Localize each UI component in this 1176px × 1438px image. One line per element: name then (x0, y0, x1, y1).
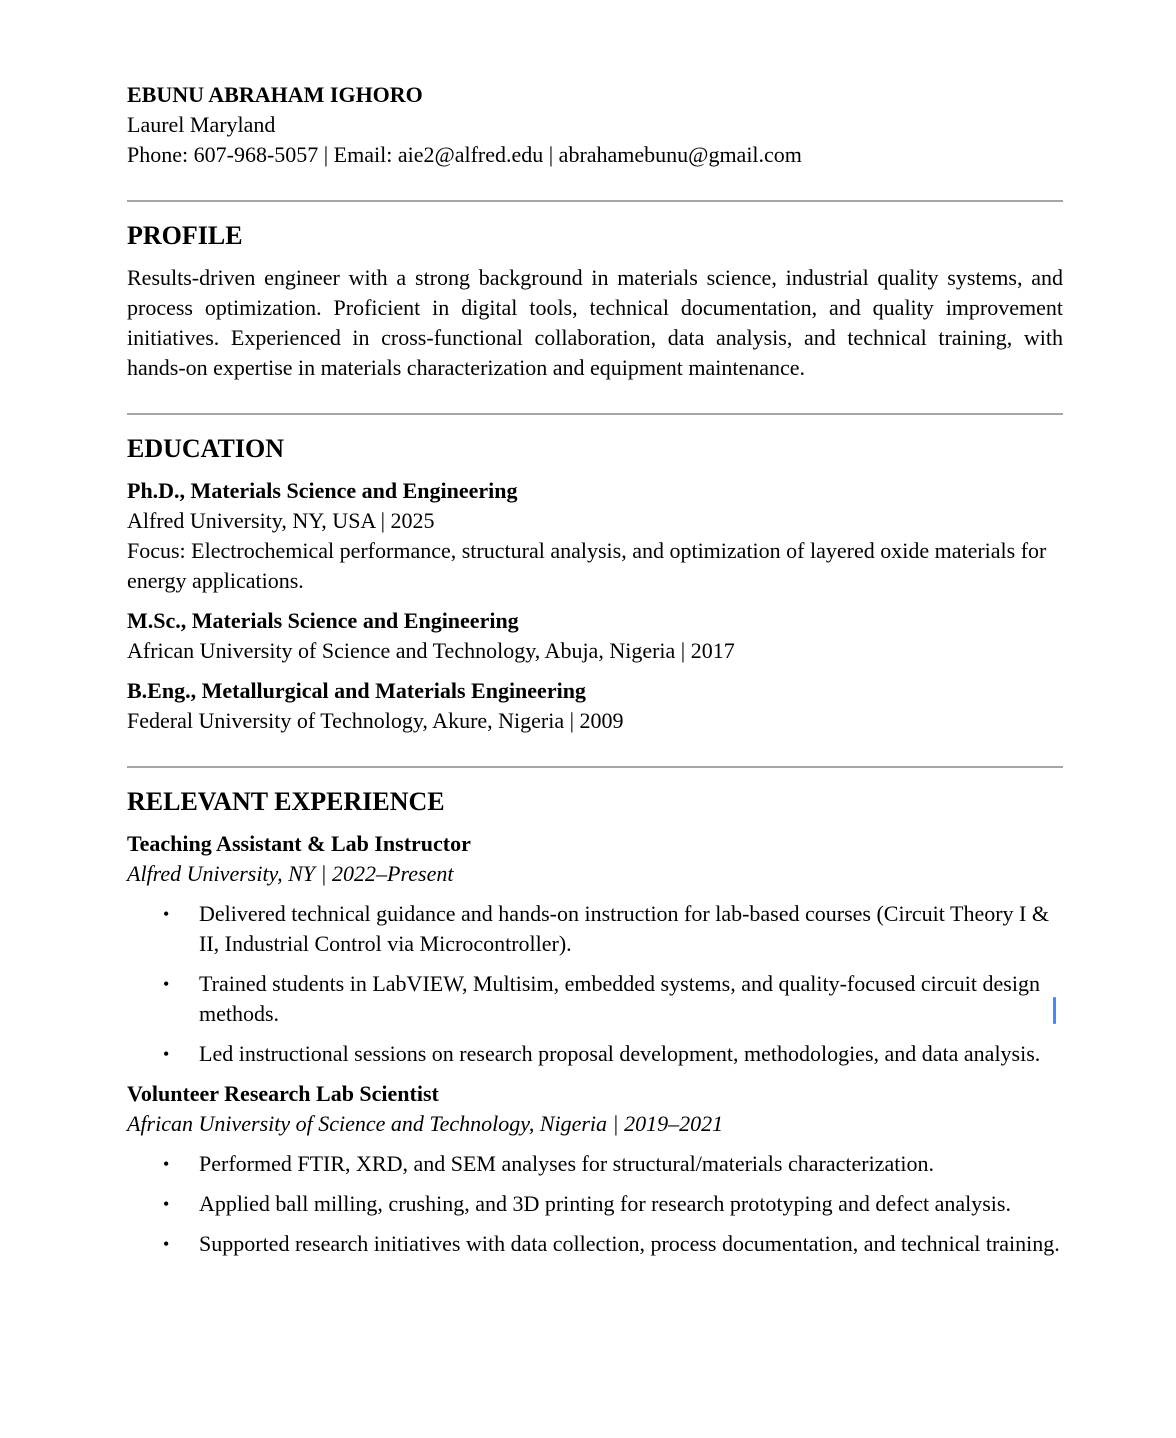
job-title: Volunteer Research Lab Scientist (127, 1081, 439, 1106)
resume-document[interactable] (127, 80, 1063, 1269)
bullet-icon: • (163, 904, 170, 924)
degree: Ph.D., Materials Science and Engineering (127, 478, 518, 503)
bullet-icon: • (163, 1194, 170, 1214)
candidate-name: EBUNU ABRAHAM IGHORO (127, 82, 423, 107)
header (127, 80, 1063, 170)
job-entry (127, 829, 1063, 1069)
list-item: • Delivered technical guidance and hands-on instruction for lab-based courses (Circuit Theory I & II, Industrial Control via Microcontroller). (163, 901, 1049, 956)
profile-heading: PROFILE (127, 221, 243, 250)
school: Alfred University, NY, USA | 2025 (127, 508, 435, 533)
experience-heading: RELEVANT EXPERIENCE (127, 787, 445, 816)
list-item: • Supported research initiatives with data collection, process documentation, and technical training. (127, 1229, 1063, 1259)
text-cursor (1053, 997, 1056, 1024)
focus: Focus: Electrochemical performance, structural analysis, and optimization of layered oxide materials for energy applications. (127, 538, 1047, 593)
section-divider (127, 413, 1063, 415)
bullet-list (127, 899, 1063, 1069)
education-heading: EDUCATION (127, 434, 284, 463)
bullet-icon: • (163, 1234, 170, 1254)
job-title: Teaching Assistant & Lab Instructor (127, 831, 471, 856)
education-entry (127, 476, 1063, 596)
section-divider (127, 766, 1063, 768)
bullet-icon: • (163, 1154, 170, 1174)
location: Laurel Maryland (127, 112, 276, 137)
list-item: • Led instructional sessions on research proposal development, methodologies, and data analysis. (127, 1039, 1063, 1069)
bullet-list (127, 1149, 1063, 1259)
profile-text: Results-driven engineer with a strong background in materials science, industrial quality systems, and process optimization. Proficient in digital tools, technical documentation, and quality improvement initiatives. Experienced in cross-functional collaboration, data analysis, and technical training, with hands-on expertise in materials characterization and equipment maintenance. (127, 265, 1063, 380)
bullet-icon: • (163, 1044, 170, 1064)
list-item: • Trained students in LabVIEW, Multisim, embedded systems, and quality-focused circuit design methods. (163, 971, 1040, 1026)
list-item: • Applied ball milling, crushing, and 3D printing for research prototyping and defect analysis. (127, 1189, 1063, 1219)
degree: B.Eng., Metallurgical and Materials Engineering (127, 678, 586, 703)
section-divider (127, 200, 1063, 202)
contact-line: Phone: 607-968-5057 | Email: aie2@alfred.edu | abrahamebunu@gmail.com (127, 142, 802, 167)
job-entry (127, 1079, 1063, 1259)
list-item: • Performed FTIR, XRD, and SEM analyses for structural/materials characterization. (127, 1149, 1063, 1179)
education-entry (127, 606, 1063, 666)
school: African University of Science and Technology, Abuja, Nigeria | 2017 (127, 638, 735, 663)
job-meta: Alfred University, NY | 2022–Present (127, 861, 454, 886)
degree: M.Sc., Materials Science and Engineering (127, 608, 519, 633)
school: Federal University of Technology, Akure, Nigeria | 2009 (127, 708, 624, 733)
bullet-icon: • (163, 974, 170, 994)
education-entry (127, 676, 1063, 736)
job-meta: African University of Science and Technology, Nigeria | 2019–2021 (127, 1111, 724, 1136)
